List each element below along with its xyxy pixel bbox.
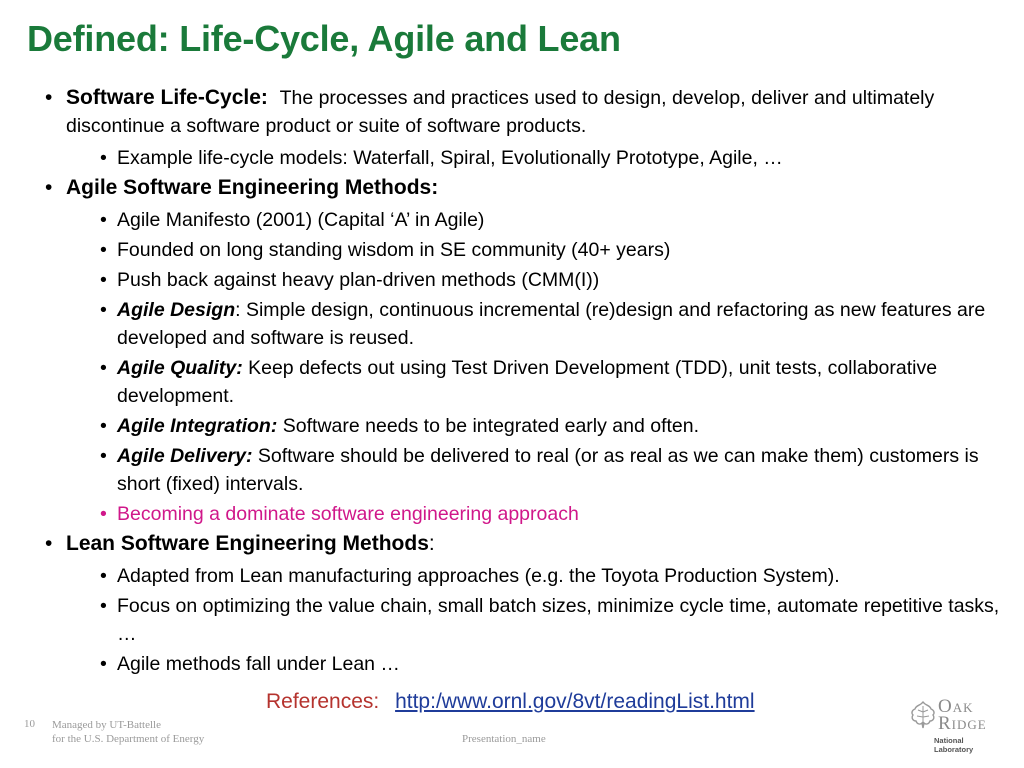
bullet-marker: • (100, 415, 107, 437)
sub-bullet (45, 650, 1005, 678)
logo-oak: Oak (938, 696, 974, 717)
sub-bullet-text: Agile Manifesto (2001) (Capital ‘A’ in Agile) (117, 209, 485, 231)
sub-bullet (45, 296, 1005, 352)
bullet-lean-methods (45, 530, 1005, 558)
bullet-marker: • (100, 445, 107, 467)
sub-bullet-text: Founded on long standing wisdom in SE community (40+ years) (117, 239, 671, 261)
bullet-marker: • (100, 239, 107, 261)
bullet-marker: • (100, 595, 107, 617)
sub-bullet-text: Software needs to be integrated early and often. (277, 415, 700, 437)
references (266, 690, 755, 714)
slide-title: Defined: Life-Cycle, Agile and Lean (27, 18, 621, 59)
sub-bullet (45, 206, 1005, 234)
bullet-heading-suffix: : (428, 532, 435, 555)
sub-bullet-label: Agile Integration: (117, 415, 278, 437)
bullet-marker: • (45, 532, 53, 555)
presentation-name: Presentation_name (462, 733, 546, 745)
sub-bullet-text: Keep defects out using Test Driven Development (TDD), unit tests, collaborative development. (117, 357, 938, 407)
sub-bullet-text: Becoming a dominate software engineering approach (117, 503, 579, 525)
sub-bullet (45, 266, 1005, 294)
references-label: References: (266, 690, 380, 713)
logo-national-laboratory: National Laboratory (934, 736, 974, 754)
sub-bullet-text: Example life-cycle models: Waterfall, Spiral, Evolutionally Prototype, Agile, … (117, 147, 783, 169)
sub-bullet (45, 236, 1005, 264)
sub-bullet (45, 562, 1005, 590)
bullet-marker: • (100, 299, 107, 321)
sub-bullet-highlight (45, 500, 1005, 528)
bullet-marker: • (100, 209, 107, 231)
bullet-marker: • (45, 86, 53, 109)
references-link[interactable]: http:/www.ornl.gov/8vt/readingList.html (395, 690, 755, 713)
footer-managed-line1: Managed by UT-Battelle (52, 719, 161, 731)
sub-bullet-text: : Simple design, continuous incremental (re)design and refactoring as new features are developed and software is reused. (117, 299, 986, 349)
page-number: 10 (24, 718, 35, 730)
bullet-heading: Software Life-Cycle: (66, 86, 268, 109)
sub-bullet (45, 354, 1005, 410)
sub-bullet-text: Agile methods fall under Lean … (117, 653, 400, 675)
footer-managed-line2: for the U.S. Department of Energy (52, 733, 205, 745)
sub-bullet-label: Agile Design (117, 299, 236, 321)
sub-bullet-text: Focus on optimizing the value chain, small batch sizes, minimize cycle time, automate repetitive tasks, … (117, 595, 1000, 645)
sub-bullet-text: Push back against heavy plan-driven methods (CMM(I)) (117, 269, 600, 291)
sub-bullet-label: Agile Quality: (117, 357, 243, 379)
logo-ridge: Ridge (938, 713, 987, 734)
bullet-agile-methods (45, 174, 1005, 202)
footer-managed-by (52, 718, 204, 746)
bullet-marker: • (100, 653, 107, 675)
bullet-marker: • (100, 565, 107, 587)
bullet-software-life-cycle (45, 84, 1005, 140)
bullet-description: The processes and practices used to design, develop, deliver and ultimately discontinue a software product or suite of software products. (66, 87, 935, 137)
sub-bullet-label: Agile Delivery: (117, 445, 253, 467)
sub-bullet (45, 442, 1005, 498)
sub-bullet-text: Software should be delivered to real (or as real as we can make them) customers is short (fixed) intervals. (117, 445, 979, 495)
bullet-marker: • (100, 147, 107, 169)
bullet-marker: • (45, 176, 53, 199)
sub-bullet (45, 412, 1005, 440)
bullet-marker: • (100, 357, 107, 379)
sub-bullet (45, 144, 1005, 172)
bullet-heading: Lean Software Engineering Methods (66, 532, 429, 555)
bullet-marker: • (100, 269, 107, 291)
bullet-heading: Agile Software Engineering Methods: (66, 176, 439, 199)
sub-bullet-text: Adapted from Lean manufacturing approaches (e.g. the Toyota Production System). (117, 565, 840, 587)
sub-bullet (45, 592, 1005, 648)
slide-body (45, 84, 1005, 680)
oak-leaf-icon (908, 700, 938, 730)
bullet-marker: • (100, 503, 107, 525)
ornl-logo (908, 694, 1002, 754)
